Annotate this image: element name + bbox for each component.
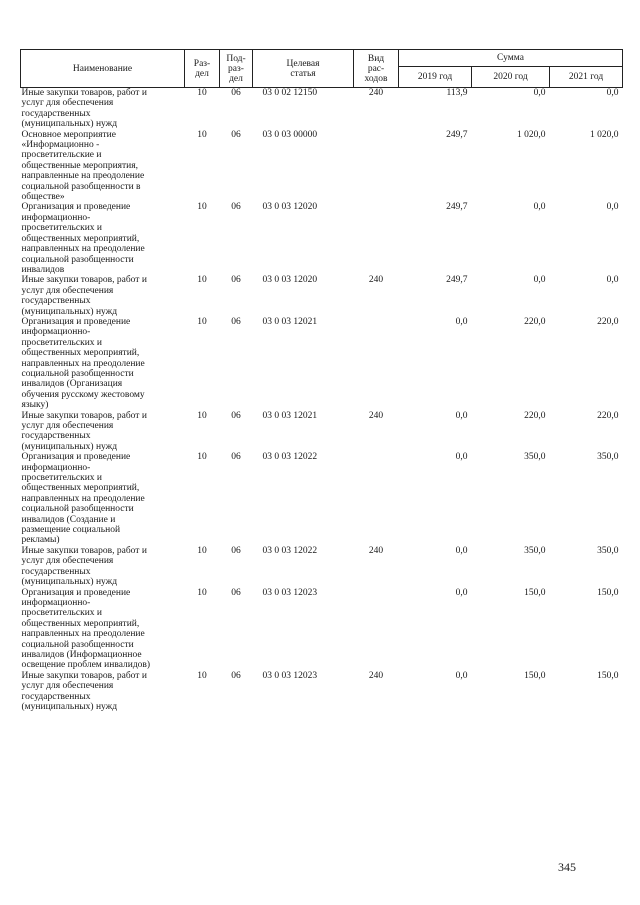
cell-article: 03 0 03 12020: [262, 275, 318, 286]
cell-article: 03 0 03 12022: [262, 545, 318, 556]
cell-vid: 240: [368, 275, 384, 286]
cell-2021: 0,0: [606, 275, 619, 286]
cell-vid: 240: [368, 670, 384, 681]
cell-2021: 350,0: [597, 545, 619, 556]
cell-article: 03 0 03 12023: [262, 670, 318, 681]
cell-2021: 150,0: [597, 587, 619, 598]
table-row: [21, 588, 623, 671]
cell-razdel: 10: [197, 410, 207, 421]
cell-2020: 0,0: [533, 202, 546, 213]
cell-2019: 0,0: [455, 410, 468, 421]
cell-podrazdel: 06: [231, 129, 241, 140]
cell-2019: 113,9: [446, 88, 468, 98]
cell-article: 03 0 03 12021: [262, 316, 318, 327]
cell-2020: 350,0: [524, 452, 546, 463]
cell-2019: 249,7: [446, 129, 468, 140]
cell-podrazdel: 06: [231, 88, 241, 98]
cell-article: 03 0 03 12020: [262, 202, 318, 213]
table-row: [21, 275, 623, 317]
cell-article: 03 0 03 12021: [262, 410, 318, 421]
cell-razdel: 10: [197, 129, 207, 140]
cell-vid: [354, 588, 399, 671]
table-row: [21, 546, 623, 588]
cell-2019: 0,0: [455, 316, 468, 327]
header-article: Целевая статья: [253, 50, 354, 88]
cell-2020: 1 020,0: [517, 129, 546, 140]
cell-2019: 249,7: [446, 202, 468, 213]
cell-article: 03 0 03 00000: [262, 129, 318, 140]
cell-2019: 0,0: [455, 545, 468, 556]
header-name: Наименование: [21, 50, 185, 88]
table-row: [21, 88, 623, 130]
cell-name: Организация и проведение информационно- просветительских и общественных мероприятий, направленных на преодоление социальной разобщенности инвалидов: [21, 202, 145, 275]
cell-podrazdel: 06: [231, 410, 241, 421]
cell-2020: 220,0: [524, 316, 546, 327]
cell-vid: [354, 452, 399, 546]
header-podrazdel: Под- раз- дел: [220, 50, 253, 88]
cell-name: Основное мероприятие «Информационно - просветительские и общественные мероприятия, направленные на преодоление социальной разобщенности в обществе»: [21, 129, 145, 203]
cell-2019: 0,0: [455, 587, 468, 598]
cell-2020: 0,0: [533, 88, 546, 98]
cell-2021: 350,0: [597, 452, 619, 463]
table-row: [21, 671, 623, 713]
cell-name: Иные закупки товаров, работ и услуг для обеспечения государственных (муниципальных) нужд: [21, 670, 147, 712]
cell-name: Иные закупки товаров, работ и услуг для обеспечения государственных (муниципальных) нужд: [21, 545, 147, 588]
budget-table: [20, 49, 623, 712]
cell-article: 03 0 03 12022: [262, 452, 318, 463]
cell-name: Организация и проведение информационно- просветительских и общественных мероприятий, направленных на преодоление социальной разобщенности инвалидов (Информационное освещение проблем инвалидов): [21, 587, 151, 671]
header-razdel: Раз- дел: [185, 50, 220, 88]
cell-2021: 1 020,0: [590, 129, 619, 140]
cell-name: Иные закупки товаров, работ и услуг для обеспечения государственных (муниципальных) нужд: [21, 88, 147, 130]
cell-razdel: 10: [197, 316, 207, 327]
cell-article: 03 0 03 12023: [262, 587, 318, 598]
table-row: [21, 452, 623, 546]
cell-podrazdel: 06: [231, 545, 241, 556]
cell-razdel: 10: [197, 275, 207, 286]
cell-vid: [354, 202, 399, 275]
cell-2021: 150,0: [597, 670, 619, 681]
cell-podrazdel: 06: [231, 316, 241, 327]
cell-2020: 350,0: [524, 545, 546, 556]
cell-razdel: 10: [197, 452, 207, 463]
cell-2021: 220,0: [597, 410, 619, 421]
cell-name: Организация и проведение информационно- просветительских и общественных мероприятий, направленных на преодоление социальной разобщенности инвалидов (Создание и размещение социальной рекламы): [21, 452, 145, 546]
table-row: [21, 411, 623, 453]
cell-2020: 0,0: [533, 275, 546, 286]
page-number: 345: [558, 860, 576, 874]
cell-2020: 150,0: [524, 670, 546, 681]
cell-podrazdel: 06: [231, 452, 241, 463]
cell-2019: 0,0: [455, 670, 468, 681]
cell-podrazdel: 06: [231, 587, 241, 598]
header-2019: 2019 год: [399, 67, 472, 88]
cell-podrazdel: 06: [231, 670, 241, 681]
cell-2019: 249,7: [446, 275, 468, 286]
cell-vid: 240: [368, 545, 384, 556]
cell-razdel: 10: [197, 202, 207, 213]
cell-razdel: 10: [197, 670, 207, 681]
cell-podrazdel: 06: [231, 275, 241, 286]
cell-vid: [354, 130, 399, 203]
table-row: [21, 202, 623, 275]
header-vid: Вид рас- ходов: [354, 50, 399, 88]
cell-name: Иные закупки товаров, работ и услуг для обеспечения государственных (муниципальных) нужд: [21, 410, 147, 452]
header-summa: Сумма: [399, 50, 623, 67]
cell-razdel: 10: [197, 88, 207, 98]
cell-vid: 240: [368, 88, 384, 98]
cell-vid: [354, 317, 399, 411]
cell-article: 03 0 02 12150: [262, 88, 318, 98]
cell-razdel: 10: [197, 587, 207, 598]
cell-razdel: 10: [197, 545, 207, 556]
cell-2019: 0,0: [455, 452, 468, 463]
table-header: [21, 50, 623, 88]
cell-2020: 150,0: [524, 587, 546, 598]
header-2021: 2021 год: [550, 67, 623, 88]
cell-2021: 220,0: [597, 316, 619, 327]
table-row: [21, 130, 623, 203]
cell-2021: 0,0: [606, 202, 619, 213]
table-row: [21, 317, 623, 411]
cell-name: Иные закупки товаров, работ и услуг для обеспечения государственных (муниципальных) нужд: [21, 275, 147, 317]
table-body: [21, 88, 623, 713]
cell-2020: 220,0: [524, 410, 546, 421]
cell-2021: 0,0: [606, 88, 619, 98]
header-2020: 2020 год: [472, 67, 550, 88]
cell-name: Организация и проведение информационно- просветительских и общественных мероприятий, направленных на преодоление социальной разобщенности инвалидов (Организация обучения русскому жестовому языку): [21, 316, 145, 411]
cell-vid: 240: [368, 410, 384, 421]
cell-podrazdel: 06: [231, 202, 241, 213]
